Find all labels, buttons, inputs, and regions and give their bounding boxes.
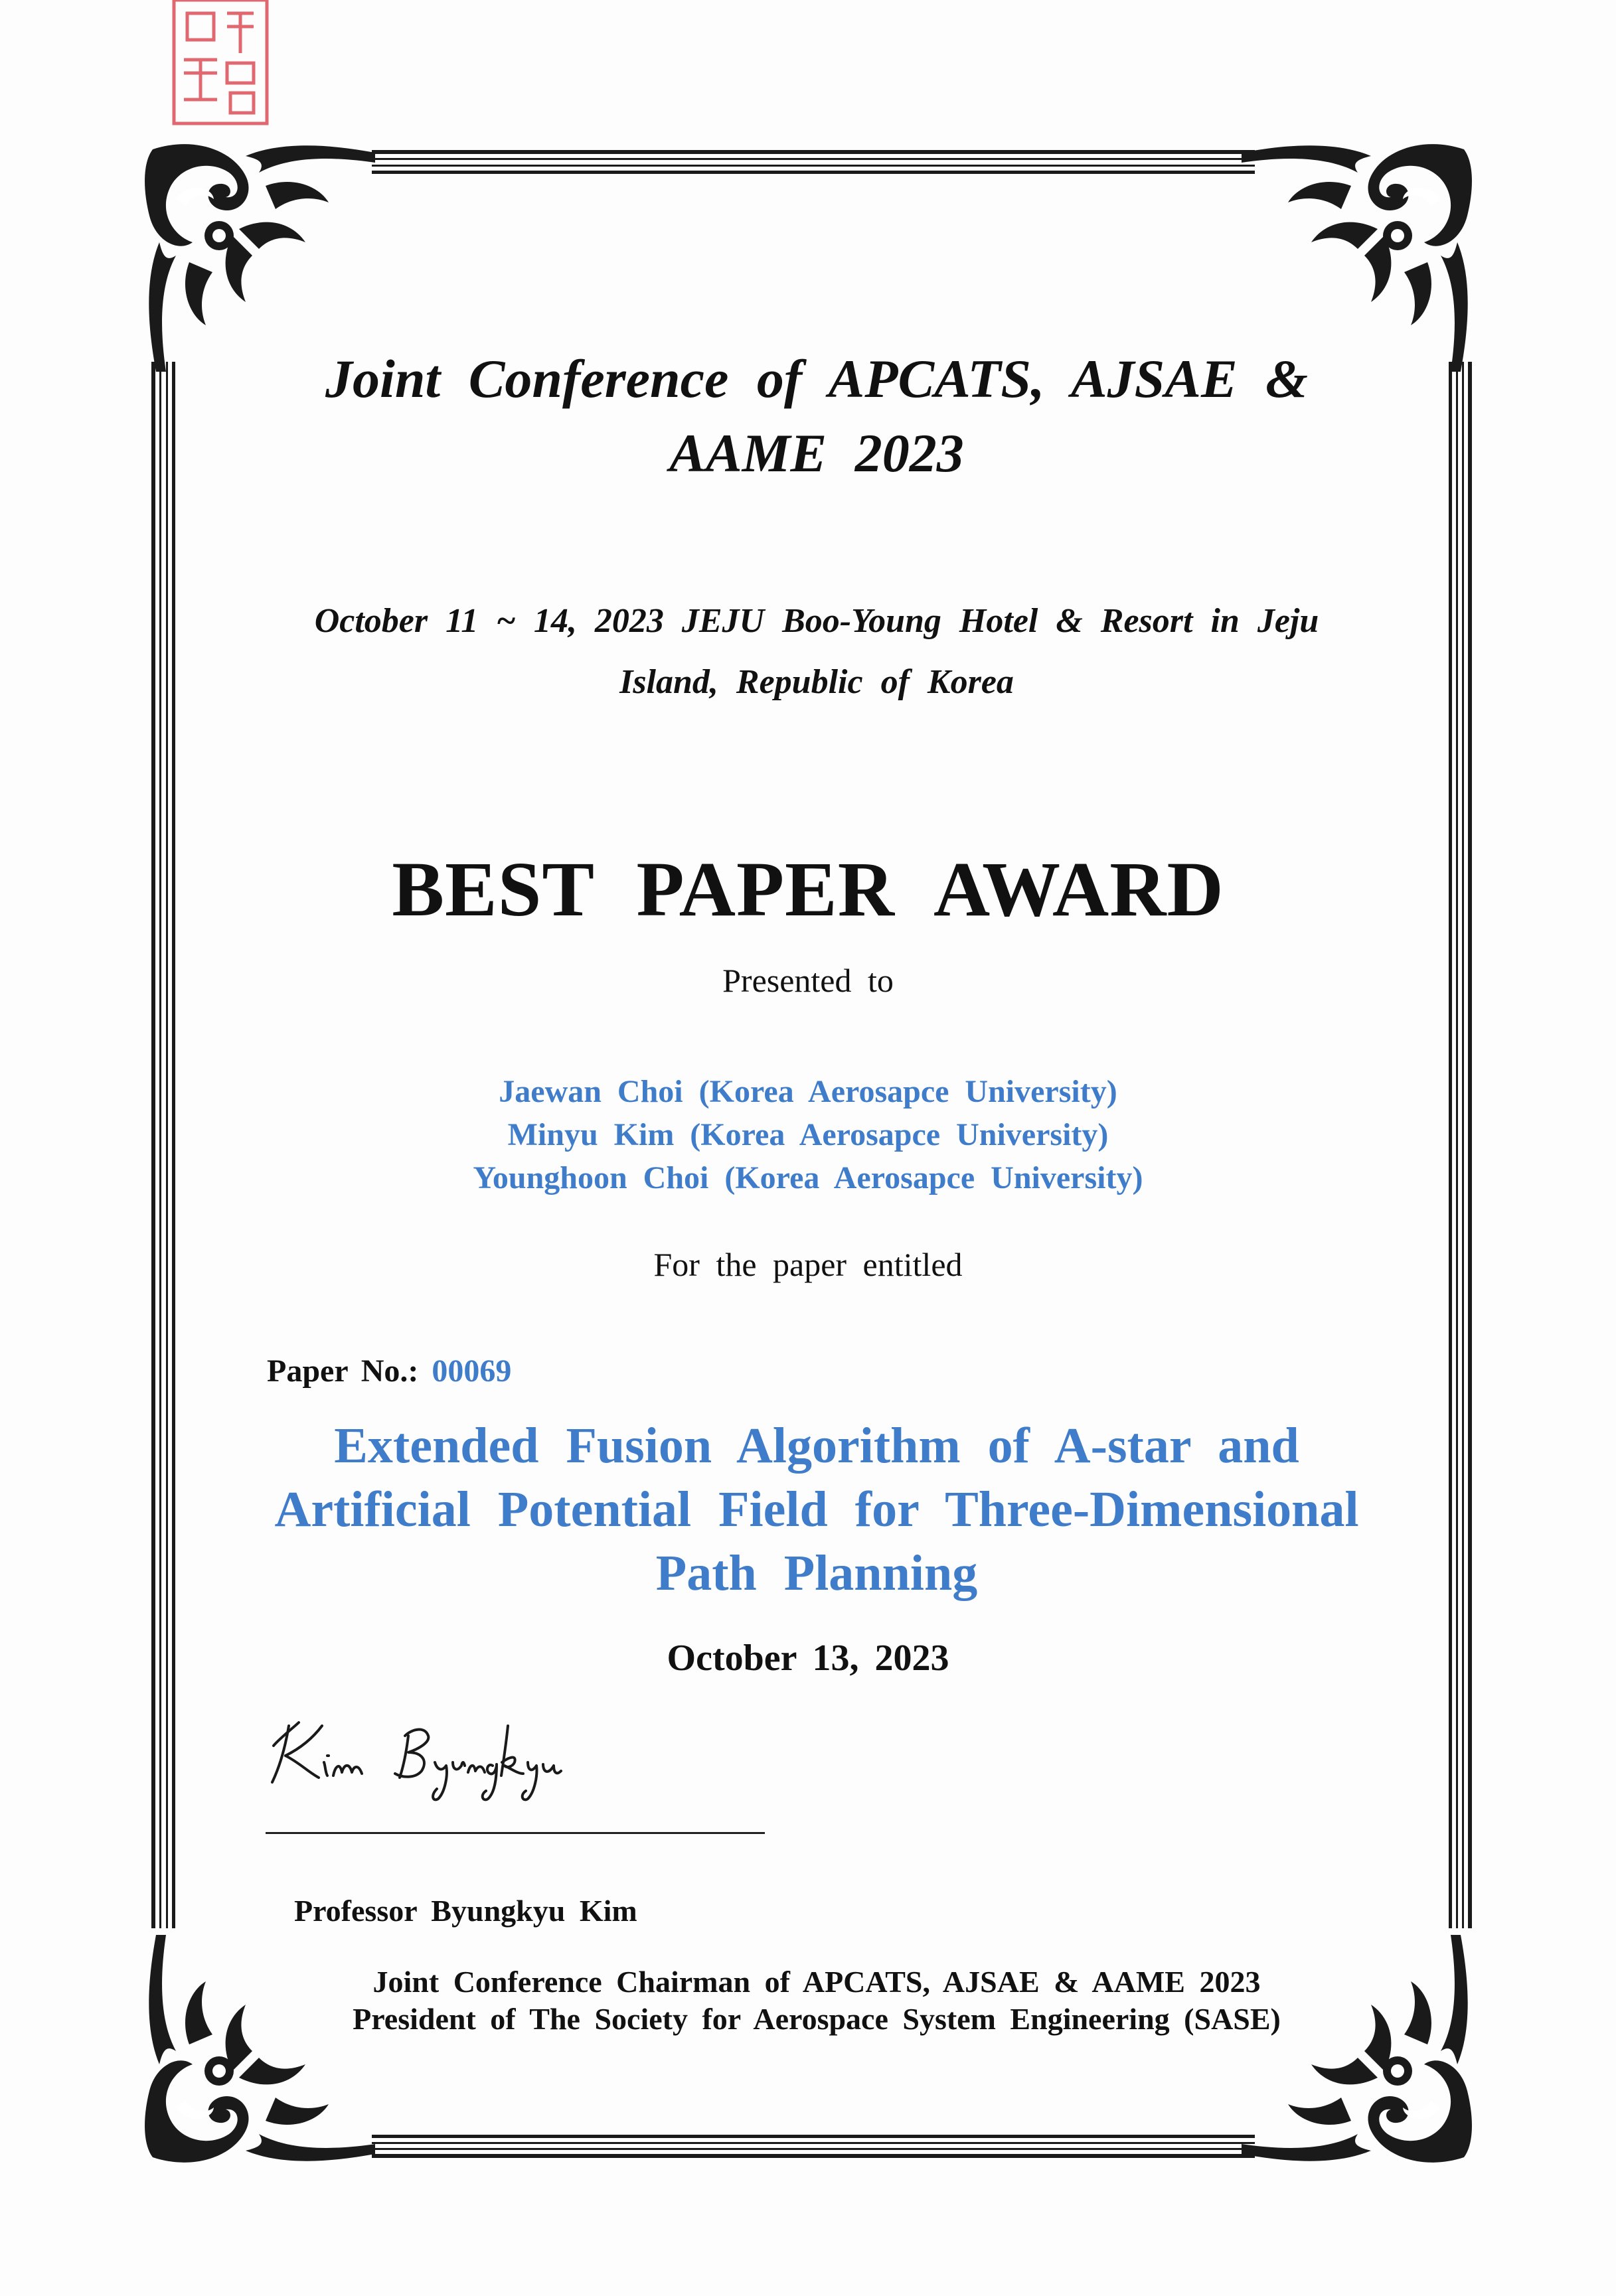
border-bottom-line-inner [372,2148,1255,2150]
paper-number-label: Paper No.: [267,1353,419,1389]
signer-name: Professor Byungkyu Kim [294,1894,637,1928]
flourish-corner-icon [139,136,378,375]
paper-title: Extended Fusion Algorithm of A-star and Artificial Potential Field for Three-Dimensional Path Planning [274,1418,1359,1601]
conference-title: Joint Conference of APCATS, AJSAE & AAME 2023 [325,348,1308,483]
award-title: BEST PAPER AWARD [392,846,1224,933]
border-top-line-mid [372,158,1255,160]
border-top-line-outer [372,150,1255,154]
author-name: Minyu Kim (Korea Aerosapce University) [507,1117,1109,1152]
border-top-line-inner [372,165,1255,167]
handwritten-signature [259,1699,604,1805]
for-paper-label: For the paper entitled [653,1246,963,1283]
author-list [0,1070,1616,1199]
seal-stamp [147,0,274,129]
border-top-line-last [372,171,1255,174]
paper-number [267,1353,511,1389]
conference-place: October 11 ~ 14, 2023 JEJU Boo-Young Hotel & Resort in Jeju Island, Republic of Korea [314,602,1319,701]
presented-to: Presented to [722,962,894,999]
author-name: Younghoon Choi (Korea Aerosapce University) [473,1160,1143,1195]
signer-title-president: President of The Society for Aerospace System Engineering (SASE) [353,2002,1281,2036]
border-bottom-line-mid [372,2142,1255,2144]
author-name: Jaewan Choi (Korea Aerosapce University) [499,1074,1117,1109]
award-date: October 13, 2023 [667,1638,949,1679]
signer-title-chairman: Joint Conference Chairman of APCATS, AJSAE & AAME 2023 [372,1965,1261,1999]
border-bottom-line-outer [372,2135,1255,2138]
flourish-corner-icon [1238,136,1477,375]
signer-titles [259,1963,1374,2038]
paper-number-value: 00069 [432,1353,512,1389]
border-bottom-line-last [372,2154,1255,2158]
signature-line [266,1832,765,1834]
